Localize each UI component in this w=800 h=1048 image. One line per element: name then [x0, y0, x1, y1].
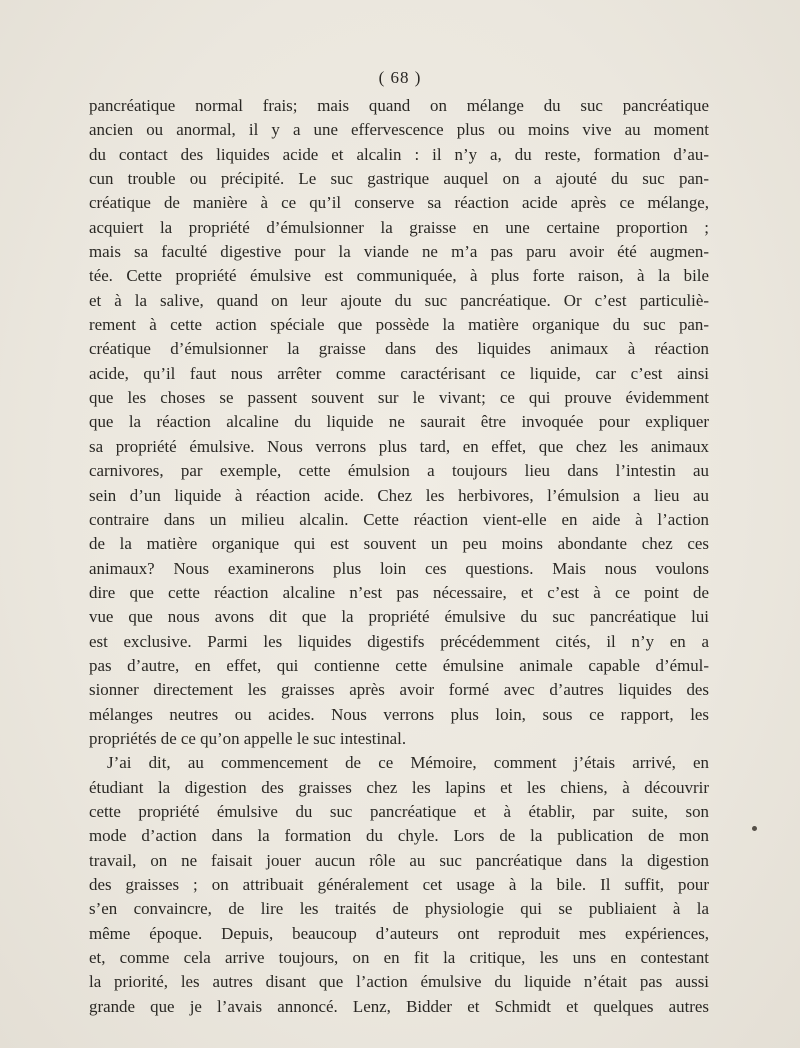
text-line: sein d’un liquide à réaction acide. Chez les herbivores, l’émulsion a lieu au [89, 485, 709, 505]
text-line: créatique de manière à ce qu’il conserve sa réaction acide après ce mélange, [89, 193, 709, 213]
text-line: grande que je l’avais annoncé. Lenz, Bidder et Schmidt et quelques autres [89, 996, 709, 1016]
text-line: acquiert la propriété d’émulsionner la graisse en une certaine proportion ; [89, 217, 709, 237]
text-line: que les choses se passent souvent sur le vivant; ce qui prouve évidemment [89, 388, 709, 408]
text-line: de la matière organique qui est souvent un peu moins abondante chez ces [89, 534, 709, 554]
text-line: et à la salive, quand on leur ajoute du suc pancréatique. Or c’est particuliè- [89, 290, 709, 310]
text-line: travail, on ne faisait jouer aucun rôle au suc pancréatique dans la digestion [89, 850, 709, 870]
text-line: contraire dans un milieu alcalin. Cette réaction vient-elle en aide à l’action [89, 509, 709, 529]
text-line: sa propriété émulsive. Nous verrons plus tard, en effet, que chez les animaux [89, 436, 709, 456]
text-line: acide, qu’il faut nous arrêter comme caractérisant ce liquide, car c’est ainsi [89, 363, 709, 383]
text-line: animaux? Nous examinerons plus loin ces questions. Mais nous voulons [89, 558, 709, 578]
paragraph-start-line: J’ai dit, au commencement de ce Mémoire, comment j’étais arrivé, en [107, 753, 709, 773]
text-line: mode d’action dans la formation du chyle. Lors de la publication de mon [89, 826, 709, 846]
text-line: et, comme cela arrive toujours, on en fit la critique, les uns en contestant [89, 948, 709, 968]
text-line: est exclusive. Parmi les liquides digestifs précédemment cités, il n’y en a [89, 631, 709, 651]
text-line: ancien ou anormal, il y a une effervescence plus ou moins vive au moment [89, 120, 709, 140]
text-line: étudiant la digestion des graisses chez les lapins et les chiens, à découvrir [89, 777, 709, 797]
text-line: mais sa faculté digestive pour la viande ne m’a pas paru avoir été augmen- [89, 242, 709, 262]
text-line: sionner directement les graisses après avoir formé avec d’autres liquides des [89, 680, 709, 700]
text-line: tée. Cette propriété émulsive est communiquée, à plus forte raison, à la bile [89, 266, 709, 286]
text-line: mélanges neutres ou acides. Nous verrons plus loin, sous ce rapport, les [89, 704, 709, 724]
text-line: des graisses ; on attribuait généralement cet usage à la bile. Il suffit, pour [89, 875, 709, 894]
text-line: cette propriété émulsive du suc pancréatique et à établir, par suite, son [89, 801, 709, 821]
text-line: pas d’autre, en effet, qui contienne cette émulsine animale capable d’émul- [89, 655, 709, 675]
text-line: carnivores, par exemple, cette émulsion a toujours lieu dans l’intestin au [89, 461, 709, 481]
text-line: vue que nous avons dit que la propriété émulsive du suc pancréatique lui [89, 607, 709, 627]
text-line: s’en convaincre, de lire les traités de physiologie qui se publiaient à la [89, 899, 709, 919]
text-line: la priorité, les autres disant que l’action émulsive du liquide n’était pas aussi [89, 972, 709, 992]
ink-speck [752, 826, 757, 831]
paragraph-end-line: propriétés de ce qu’on appelle le suc intestinal. [89, 728, 407, 748]
text-line: pancréatique normal frais; mais quand on mélange du suc pancréatique [89, 96, 709, 115]
text-line: cun trouble ou précipité. Le suc gastrique auquel on a ajouté du suc pan- [89, 169, 709, 189]
text-line: dire que cette réaction alcaline n’est pas nécessaire, et c’est à ce point de [89, 582, 709, 602]
page-number: ( 68 ) [378, 68, 422, 87]
body-text [89, 94, 709, 1019]
text-line: créatique d’émulsionner la graisse dans des liquides animaux à réaction [89, 339, 709, 359]
text-line: rement à cette action spéciale que possède la matière organique du suc pan- [89, 315, 709, 335]
text-line: que la réaction alcaline du liquide ne saurait être invoquée pour expliquer [89, 412, 709, 432]
text-line: même époque. Depuis, beaucoup d’auteurs ont reproduit mes expériences, [89, 923, 709, 943]
text-line: du contact des liquides acide et alcalin : il n’y a, du reste, formation d’au- [89, 144, 709, 164]
